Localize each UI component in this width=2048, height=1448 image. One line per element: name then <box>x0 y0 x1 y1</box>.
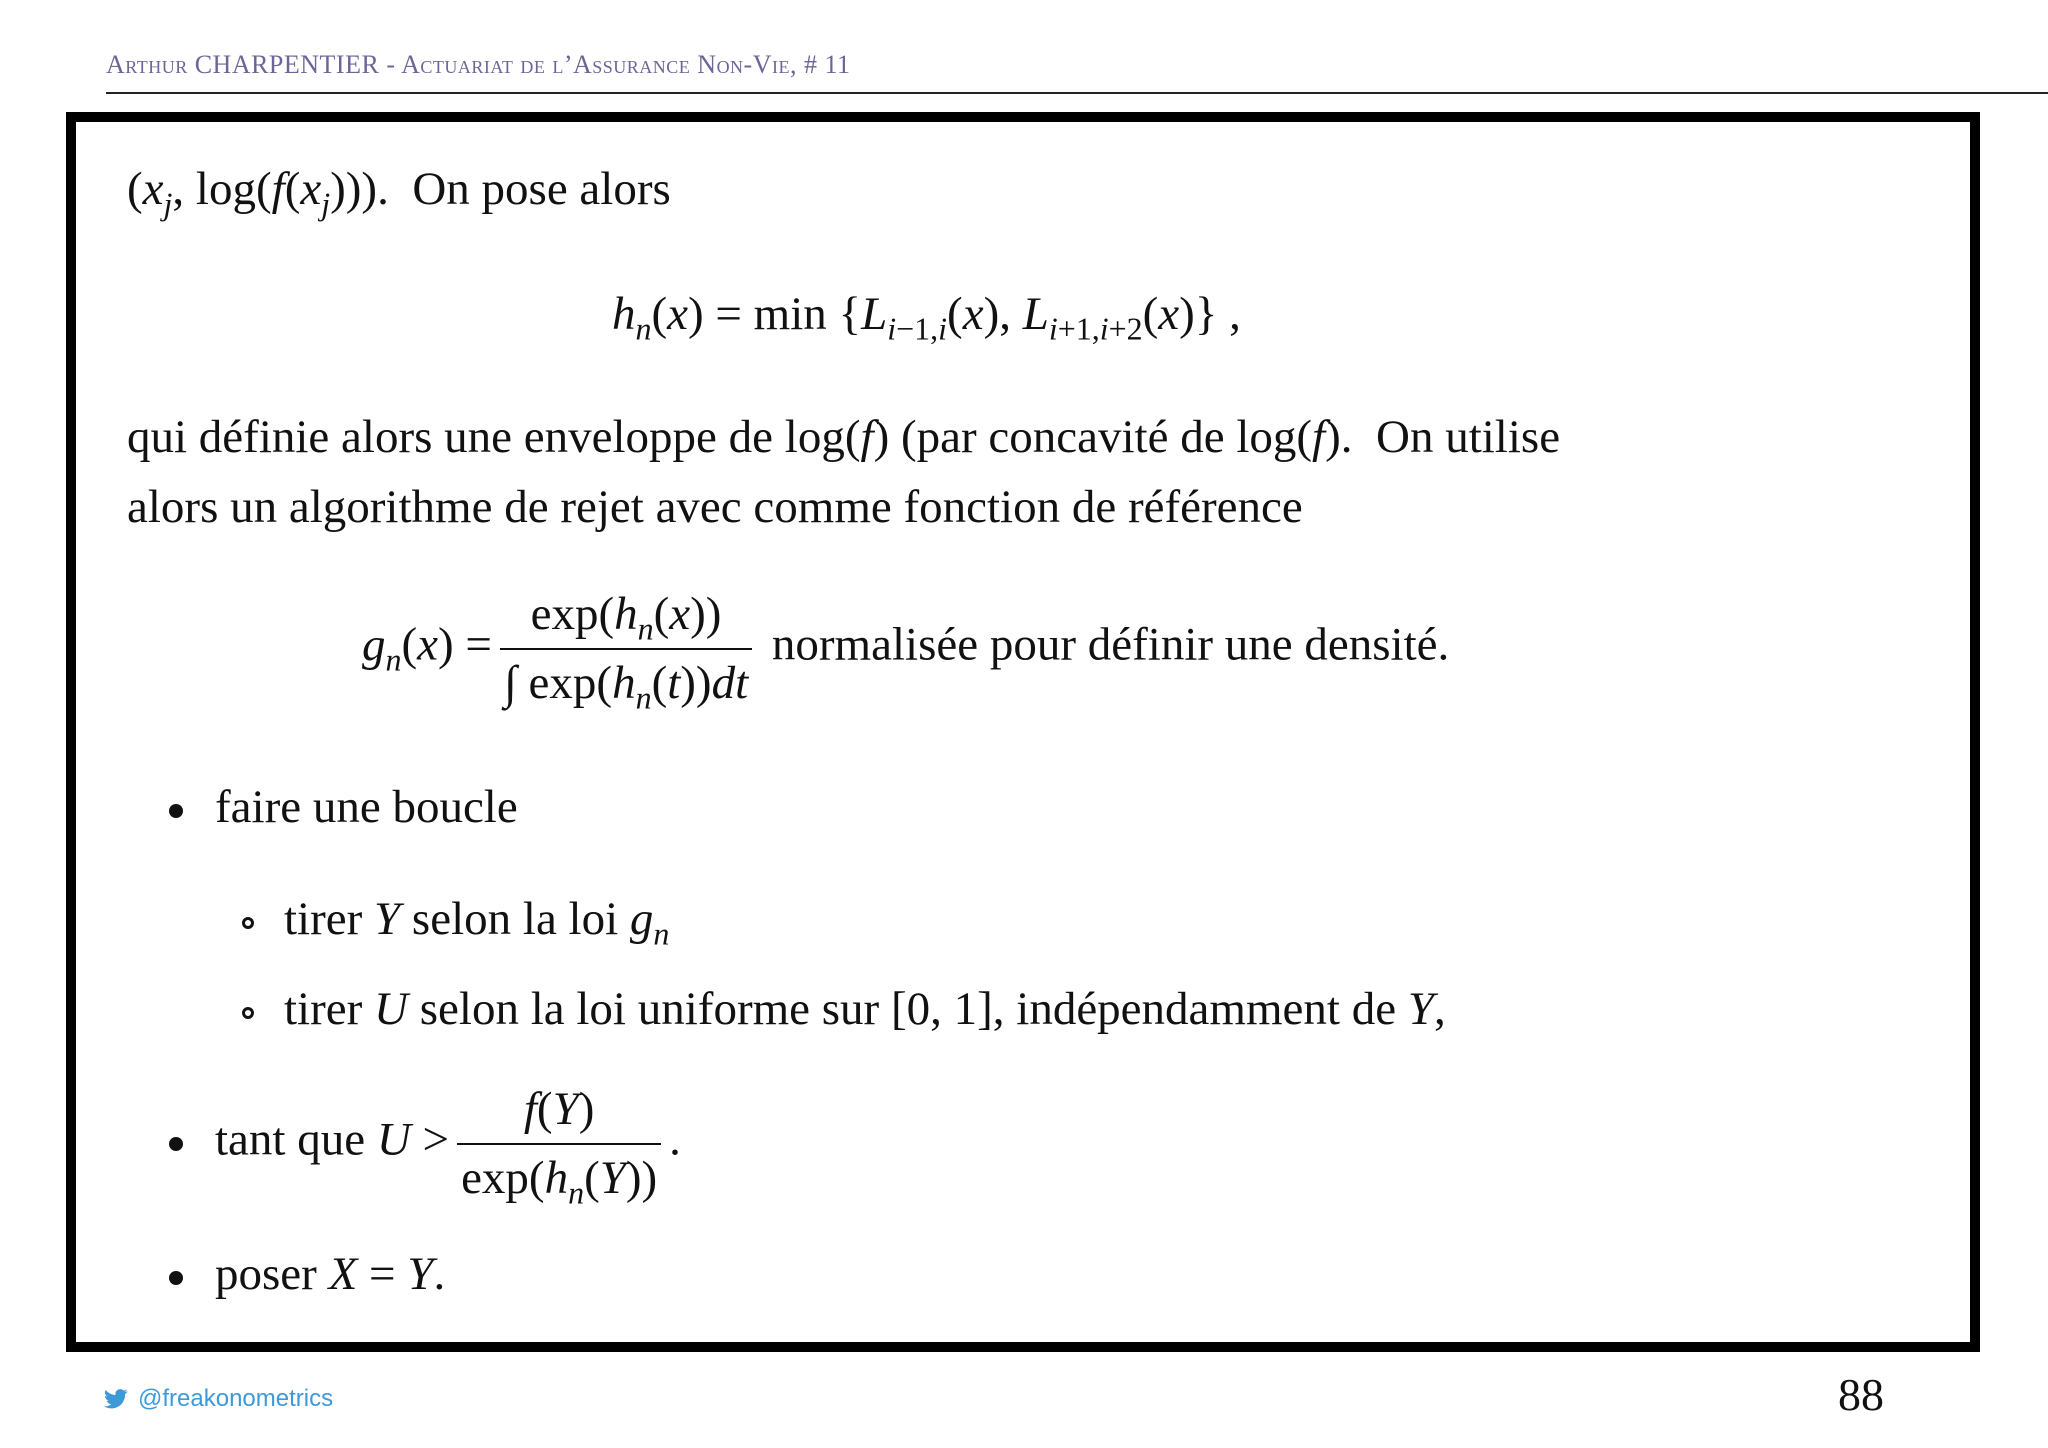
bullet-dot <box>169 1137 183 1151</box>
bullet-loop <box>169 778 518 837</box>
header-separator: - <box>379 50 402 79</box>
sub1-mid: selon la loi <box>411 893 619 945</box>
gn-suffix: normalisée pour définir une densité. <box>771 618 1450 671</box>
twitter-bird-icon <box>104 1389 128 1409</box>
header-rule <box>106 92 2048 94</box>
subbullet-draw-u: tirer U selon la loi uniforme sur [0, 1], indépendamment de Y, <box>242 980 1446 1039</box>
running-header <box>106 50 851 80</box>
para2-line1: qui définie alors une enveloppe de log(f) (par concavité de log(f). On utilise <box>127 411 1561 463</box>
header-title: Actuariat de l’Assurance Non-Vie, # 11 <box>401 50 851 79</box>
bullet3-prefix: poser <box>215 1248 317 1300</box>
bullet1-text: faire une boucle <box>215 781 518 833</box>
para2-line2: alors un algorithme de rejet avec comme fonction de référence <box>127 481 1303 533</box>
sub2-end: indépendamment de <box>1016 983 1397 1035</box>
while-fraction: $\frac{f(Y)}{\exp(h_n(Y))}$ <box>457 1080 661 1208</box>
subbullet-draw-y: tirer Y selon la loi $g_n$ <box>242 890 669 949</box>
equation-hn: $h_n(x) = \min \{L_{i-1,i}(x)$, $L_{i+1,i+2}(x)$} , <box>612 288 1241 347</box>
bullet-while: tant que U > $\frac{f(Y)}{\exp(h_n(Y))}$ . <box>169 1080 681 1208</box>
header-author: Arthur CHARPENTIER <box>106 50 380 79</box>
para2-text-b: (par concavité de <box>900 411 1225 463</box>
sub1-prefix: tirer <box>284 893 363 945</box>
handle-text: @freakonometrics <box>138 1385 334 1412</box>
gn-fraction: $\frac{\exp(h_n(x))}{\int \exp(h_n(t))dt}$ <box>500 585 752 713</box>
bullet-set: poser X = Y. <box>169 1245 445 1304</box>
bullet-dot <box>169 1271 183 1285</box>
para2-text-a: qui définie alors une enveloppe de <box>127 411 774 463</box>
line1-text: On pose alors <box>412 163 671 215</box>
sub2-mid: selon la loi uniforme sur <box>419 983 880 1035</box>
para2-text-c: On utilise <box>1376 411 1561 463</box>
bullet-ring <box>242 917 254 929</box>
twitter-handle[interactable] <box>104 1385 333 1413</box>
line-1: ($x_j$, $\log(f(x_j))$). On pose alors <box>127 163 671 222</box>
bullet-dot <box>169 804 183 818</box>
sub2-prefix: tirer <box>284 983 363 1035</box>
bullet-ring <box>242 1007 254 1019</box>
bullet2-prefix: tant que <box>215 1113 366 1166</box>
equation-gn: $g_n(x)$ = $\frac{\exp(h_n(x))}{\int \exp(h_n(t))dt}$ normalisée pour définir une densité. <box>362 585 1449 713</box>
page-number: 88 <box>1838 1369 1884 1420</box>
